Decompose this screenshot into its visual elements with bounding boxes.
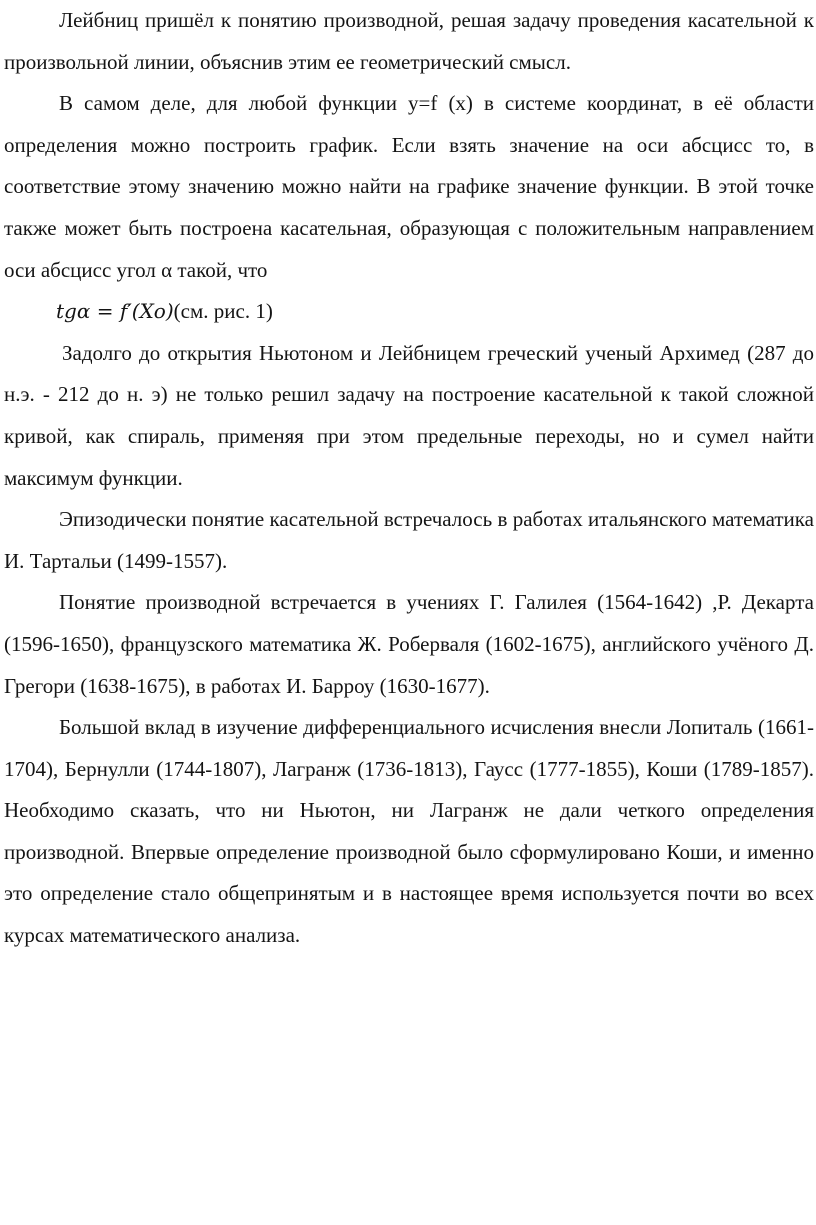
document-body (4, 0, 814, 957)
formula-reference: (см. рис. 1) (173, 299, 273, 324)
paragraph-leibniz: Лейбниц пришёл к понятию производной, решая задачу проведения касательной к произвольной линии, объяснив этим ее геометрический смысл. (4, 8, 814, 74)
paragraph-derivative-history: Понятие производной встречается в учениях Г. Галилея (1564-1642) ,Р. Декарта (1596-1650), французского математика Ж. Роберваля (1602-1675), английского учёного Д. Грегори (1638-1675), в работах И. Барроу (1630-1677). (4, 590, 814, 698)
paragraph-archimedes: Задолго до открытия Ньютоном и Лейбницем греческий ученый Архимед (287 до н.э. - 212 до н. э) не только решил задачу на построение касательной к такой сложной кривой, как спираль, применяя при этом предельные переходы, но и сумел найти максимум функции. (4, 340, 814, 490)
paragraph-contributors: Большой вклад в изучение дифференциального исчисления внесли Лопиталь (1661-1704), Бернулли (1744-1807), Лагранж (1736-1813), Гаусс (1777-1855), Коши (1789-1857). Необходимо сказать, что ни Ньютон, ни Лагранж не дали четкого определения производной. Впервые определение производной было сформулировано Коши, и именно это определение стало общепринятым и в настоящее время используется почти во всех курсах математического анализа. (4, 715, 814, 948)
paragraph-function-graph: В самом деле, для любой функции y=f (x) в системе координат, в её области определения можно построить график. Если взять значение на оси абсцисс то, в соответствие этому значению можно найти на графике значение функции. В этой точке также может быть построена касательная, образующая с положительным направлением оси абсцисс угол α такой, что (4, 91, 814, 282)
formula-expression: 𝑡𝑔𝛼 = 𝑓′(𝑋o) (56, 299, 174, 324)
formula-line (4, 291, 814, 333)
paragraph-tartaglia: Эпизодически понятие касательной встречалось в работах итальянского математика И. Тартальи (1499-1557). (4, 507, 814, 573)
